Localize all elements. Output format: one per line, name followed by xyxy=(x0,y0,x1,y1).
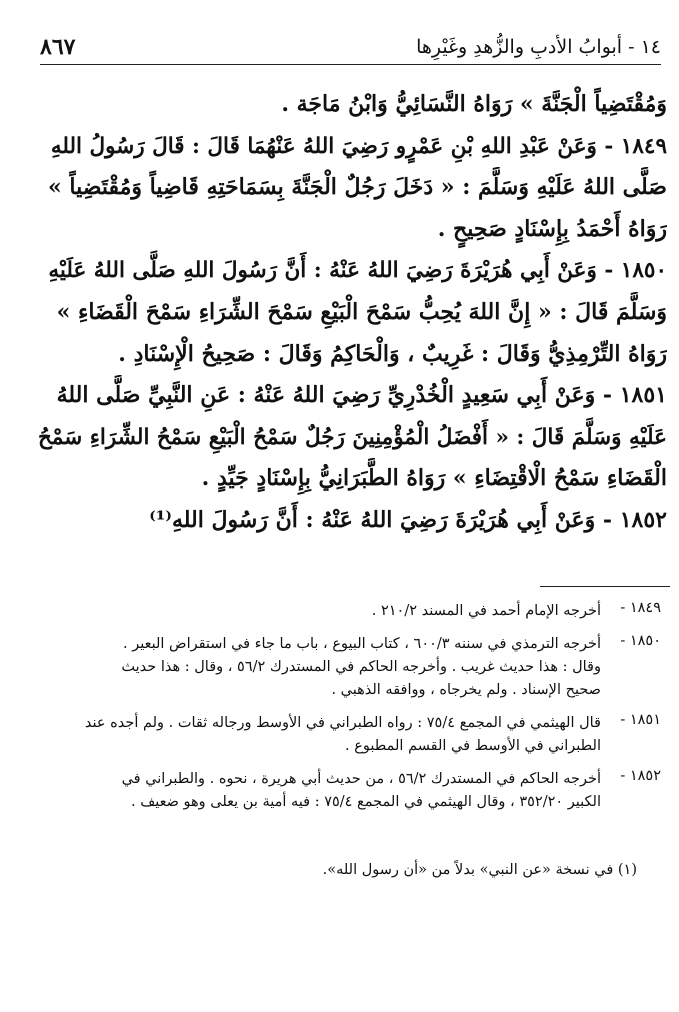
footnote-line: الطبراني في الأوسط في القسم المطبوع . xyxy=(345,738,601,754)
text-line: ١٨٥٠ - وَعَنْ أَبِي هُرَيْرَةَ رَضِيَ اللهُ عَنْهُ : أَنَّ رَسُولَ اللهِ صَلَّى اللهُ عَلَيْهِ xyxy=(48,258,667,284)
footnote-1850 xyxy=(38,633,661,702)
main-text xyxy=(38,84,667,542)
footnote-line: وقال : هذا حديث غريب . وأخرجه الحاكم في المستدرك ٥٦/٢ ، وقال : هذا حديث xyxy=(121,659,601,675)
text-line: ١٨٥٢ - وَعَنْ أَبِي هُرَيْرَةَ رَضِيَ اللهُ عَنْهُ : أَنَّ رَسُولَ اللهِ⁽¹⁾ xyxy=(149,506,667,533)
marginal-note: (١) في نسخة «عن النبي» بدلاً من «أن رسول الله». xyxy=(322,862,637,878)
footnote-1852 xyxy=(38,768,661,814)
footnote-line: صحيح الإسناد . ولم يخرجاه ، ووافقه الذهبي . xyxy=(331,682,601,698)
footnote-line: أخرجه الإمام أحمد في المسند ٢١٠/٢ . xyxy=(371,603,601,619)
footnote-separator xyxy=(540,586,670,587)
footnote-1851 xyxy=(38,712,661,758)
footnote-line: أخرجه الترمذي في سننه ٦٠٠/٣ ، كتاب البيوع ، باب ما جاء في استقراض البعير . xyxy=(123,636,601,652)
footnotes xyxy=(38,600,661,824)
text-line: وَسَلَّمَ قَالَ : « إِنَّ اللهَ يُحِبُّ سَمْحَ الْبَيْعِ سَمْحَ الشِّرَاءِ سَمْحَ الْقَضَاءِ » xyxy=(56,298,667,325)
footnote-number: ١٨٥٢ - xyxy=(620,768,661,784)
page-header xyxy=(40,30,661,65)
footnote-number: ١٨٥١ - xyxy=(620,712,661,728)
running-title: ١٤ - أبوابُ الأدبِ والزُّهدِ وغَيْرِها xyxy=(416,36,661,58)
text-line: الْقَضَاءِ سَمْحُ الْاقْتِضَاءِ » رَوَاهُ الطَّبَرَانِيُّ بِإِسْنَادٍ جَيِّدٍ . xyxy=(201,465,667,492)
page-number: ٨٦٧ xyxy=(40,34,76,60)
footnote-line: قال الهيثمي في المجمع ٧٥/٤ : رواه الطبراني في الأوسط ورجاله ثقات . ولم أجده عند xyxy=(84,715,601,731)
text-line: ١٨٥١ - وَعَنْ أَبِي سَعِيدٍ الْخُدْرِيِّ رَضِيَ اللهُ عَنْهُ : عَنِ النَّبِيِّ صَلَّى اللهُ xyxy=(56,382,667,409)
text-line: عَلَيْهِ وَسَلَّمَ قَالَ : « أَفْضَلُ الْمُؤْمِنِينَ رَجُلٌ سَمْحُ الْبَيْعِ سَمْحُ الشِّرَاءِ سَمْحُ xyxy=(38,424,667,450)
footnote-number: ١٨٤٩ - xyxy=(620,600,661,616)
footnote-number: ١٨٥٠ - xyxy=(620,633,661,649)
text-line: وَمُقْتَضِياً الْجَنَّةَ » رَوَاهُ النَّسَائِيُّ وَابْنُ مَاجَة . xyxy=(281,91,667,117)
text-line: صَلَّى اللهُ عَلَيْهِ وَسَلَّمَ : « دَخَلَ رَجُلٌ الْجَنَّةَ بِسَمَاحَتِهِ قَاضِياً وَمُقْتَضِياً » xyxy=(48,174,667,201)
text-line: رَوَاهُ التِّرْمِذِيُّ وَقَالَ : غَرِيبٌ ، وَالْحَاكِمُ وَقَالَ : صَحِيحُ الْإِسْنَادِ . xyxy=(118,340,667,367)
text-line: ١٨٤٩ - وَعَنْ عَبْدِ اللهِ بْنِ عَمْرٍو رَضِيَ اللهُ عَنْهُمَا قَالَ : قَالَ رَسُولُ اللهِ xyxy=(50,133,667,159)
text-line: رَوَاهُ أَحْمَدُ بِإِسْنَادٍ صَحِيحٍ . xyxy=(437,215,667,242)
footnote-line: أخرجه الحاكم في المستدرك ٥٦/٢ ، من حديث أبي هريرة ، نحوه . والطبراني في xyxy=(121,771,601,787)
footnote-line: الكبير ٣٥٢/٢٠ ، وقال الهيثمي في المجمع ٧٥/٤ : فيه أمية بن يعلى وهو ضعيف . xyxy=(130,794,601,810)
footnote-1849 xyxy=(38,600,661,623)
